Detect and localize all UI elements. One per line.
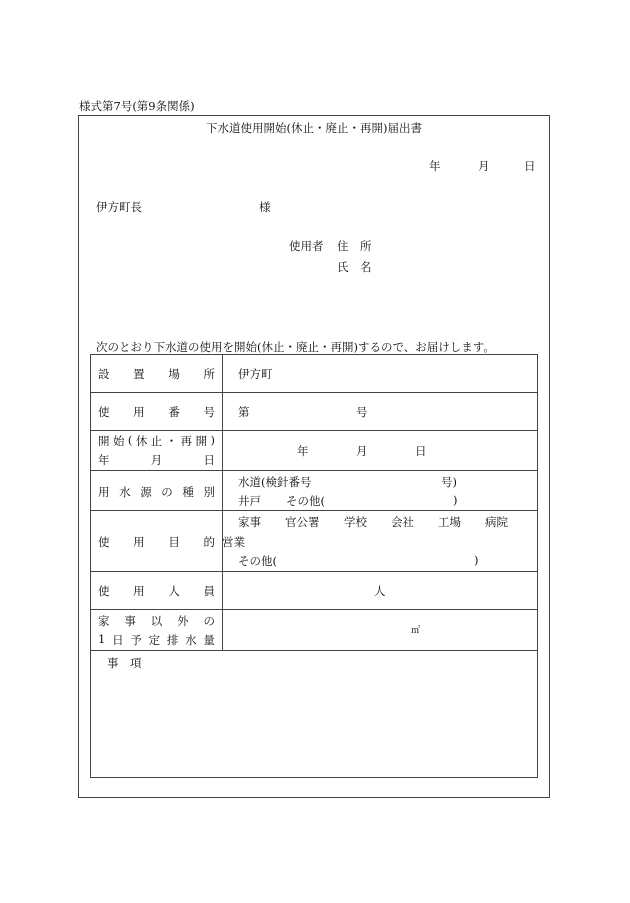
intro-text: 次のとおり下水道の使用を開始(休止・廃止・再開)するので、お届けします。 <box>96 340 495 354</box>
label-char: 目 <box>168 535 180 549</box>
purpose-other-end: ) <box>474 553 479 567</box>
label-char: 置 <box>133 367 145 381</box>
water-other-option[interactable]: その他( <box>286 494 325 508</box>
start-label-line1 <box>98 433 215 449</box>
drainage-label-line1 <box>98 613 215 629</box>
row-divider <box>91 392 537 393</box>
label-char: 別 <box>203 485 215 499</box>
name-label: 氏 名 <box>337 260 372 274</box>
label-char: 源 <box>140 485 152 499</box>
notes-label: 事 項 <box>107 656 142 670</box>
label-char: 日 <box>203 453 215 467</box>
water-other-end: ) <box>453 493 458 507</box>
drainage-label-line2 <box>98 632 215 648</box>
label-char: 月 <box>150 453 163 467</box>
purpose-business[interactable]: 営業 <box>222 535 245 549</box>
purpose-option[interactable]: 工場 <box>438 515 461 529</box>
label-char: 員 <box>203 584 215 598</box>
label-char: 用 <box>133 405 145 419</box>
honorific: 様 <box>259 200 271 214</box>
purpose-option[interactable]: 官公署 <box>285 515 320 529</box>
row-divider <box>91 609 537 610</box>
purpose-other-option[interactable]: その他( <box>238 554 277 568</box>
application-table <box>90 354 538 778</box>
form-title: 下水道使用開始(休止・廃止・再開)届出書 <box>206 121 422 135</box>
well-option[interactable]: 井戸 <box>238 494 261 508</box>
label-char: 水 <box>185 633 197 647</box>
label-char: ・ <box>165 434 178 448</box>
label-char: 水 <box>119 485 131 499</box>
label-char: 使 <box>98 535 110 549</box>
label-char: 場 <box>168 367 180 381</box>
water-supply-option[interactable]: 水道(検針番号 <box>238 475 312 489</box>
label-char: 始 <box>112 434 125 448</box>
column-divider <box>222 355 223 650</box>
water-supply-end: 号) <box>441 475 457 489</box>
label-char: の <box>161 485 173 499</box>
purpose-option[interactable]: 会社 <box>391 515 414 529</box>
label-char: 的 <box>203 535 215 549</box>
label-char: 事 <box>124 614 136 628</box>
start-day[interactable]: 日 <box>415 444 427 458</box>
label-char: 予 <box>130 633 142 647</box>
row-divider <box>91 510 537 511</box>
purpose-label <box>98 534 215 550</box>
label-char: 種 <box>182 485 194 499</box>
label-char: 用 <box>98 485 110 499</box>
label-char: 使 <box>98 405 110 419</box>
label-char: の <box>203 614 215 628</box>
label-char: 以 <box>150 614 163 628</box>
label-char: 号 <box>203 405 215 419</box>
row-divider <box>91 650 537 651</box>
purpose-option[interactable]: 家事 <box>238 515 261 529</box>
start-month[interactable]: 月 <box>356 444 368 458</box>
users-unit: 人 <box>374 584 386 598</box>
label-char: 止 <box>150 434 163 448</box>
label-char: 所 <box>203 367 215 381</box>
label-char: 年 <box>98 453 110 467</box>
location-value[interactable]: 伊方町 <box>238 367 273 381</box>
form-number: 様式第7号(第9条関係) <box>79 99 195 113</box>
label-char: 使 <box>98 584 110 598</box>
label-char: 量 <box>203 633 215 647</box>
start-year[interactable]: 年 <box>297 444 309 458</box>
label-char: 番 <box>168 405 180 419</box>
label-char: 定 <box>148 633 161 647</box>
label-char: 設 <box>98 367 110 381</box>
addressee: 伊方町長 <box>96 200 142 214</box>
purpose-option[interactable]: 病院 <box>485 515 508 529</box>
drainage-unit: ㎥ <box>411 626 421 636</box>
label-char: 日 <box>112 633 124 647</box>
label-char: 用 <box>133 535 145 549</box>
location-label <box>98 366 215 382</box>
number-suffix: 号 <box>356 405 368 419</box>
label-char: 用 <box>133 584 145 598</box>
label-char: ) <box>210 433 215 447</box>
label-char: 排 <box>166 633 179 647</box>
applicant-label: 使用者 <box>289 239 324 253</box>
address-label: 住 所 <box>337 239 372 253</box>
row-divider <box>91 430 537 431</box>
purpose-option[interactable]: 学校 <box>344 515 367 529</box>
row-divider <box>91 571 537 572</box>
users-label <box>98 583 215 599</box>
date-year[interactable]: 年 <box>429 159 441 173</box>
start-label-line2 <box>98 452 215 468</box>
date-month[interactable]: 月 <box>478 159 490 173</box>
label-char: 休 <box>135 434 148 448</box>
date-day[interactable]: 日 <box>524 159 536 173</box>
label-char: 人 <box>168 584 180 598</box>
number-label <box>98 404 215 420</box>
label-char: ( <box>127 433 133 447</box>
label-char: 1 <box>98 632 106 646</box>
label-char: 開 <box>98 434 110 448</box>
label-char: 開 <box>195 434 208 448</box>
label-char: 再 <box>180 434 193 448</box>
water-source-label <box>98 484 215 500</box>
label-char: 家 <box>98 614 110 628</box>
row-divider <box>91 470 537 471</box>
label-char: 外 <box>177 614 189 628</box>
number-prefix: 第 <box>238 405 250 419</box>
